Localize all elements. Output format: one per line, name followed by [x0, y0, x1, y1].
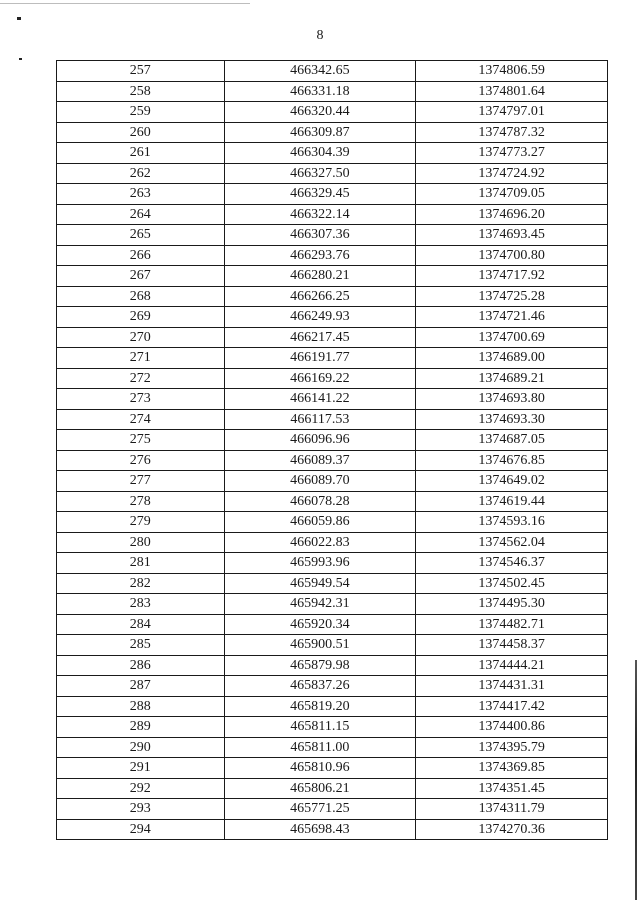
- y-coordinate-cell: 1374700.80: [416, 245, 608, 266]
- y-coordinate-cell: 1374351.45: [416, 778, 608, 799]
- x-coordinate-cell: 465811.15: [224, 717, 416, 738]
- point-number-cell: 279: [57, 512, 225, 533]
- table-row: [57, 676, 608, 697]
- point-number-cell: 282: [57, 573, 225, 594]
- table-row: [57, 389, 608, 410]
- point-number-cell: 261: [57, 143, 225, 164]
- point-number-cell: 294: [57, 819, 225, 840]
- scan-edge-shadow: [635, 660, 637, 900]
- x-coordinate-cell: 465771.25: [224, 799, 416, 820]
- point-number-cell: 271: [57, 348, 225, 369]
- table-row: [57, 573, 608, 594]
- point-number-cell: 263: [57, 184, 225, 205]
- point-number-cell: 257: [57, 61, 225, 82]
- x-coordinate-cell: 466169.22: [224, 368, 416, 389]
- point-number-cell: 268: [57, 286, 225, 307]
- table-row: [57, 409, 608, 430]
- table-row: [57, 307, 608, 328]
- point-number-cell: 284: [57, 614, 225, 635]
- y-coordinate-cell: 1374546.37: [416, 553, 608, 574]
- table-row: [57, 758, 608, 779]
- y-coordinate-cell: 1374395.79: [416, 737, 608, 758]
- y-coordinate-cell: 1374725.28: [416, 286, 608, 307]
- table-row: [57, 184, 608, 205]
- y-coordinate-cell: 1374693.80: [416, 389, 608, 410]
- table-row: [57, 532, 608, 553]
- x-coordinate-cell: 465993.96: [224, 553, 416, 574]
- x-coordinate-cell: 466293.76: [224, 245, 416, 266]
- point-number-cell: 288: [57, 696, 225, 717]
- y-coordinate-cell: 1374369.85: [416, 758, 608, 779]
- point-number-cell: 280: [57, 532, 225, 553]
- scan-speck: [17, 17, 21, 20]
- y-coordinate-cell: 1374806.59: [416, 61, 608, 82]
- point-number-cell: 272: [57, 368, 225, 389]
- table-row: [57, 102, 608, 123]
- point-number-cell: 269: [57, 307, 225, 328]
- point-number-cell: 289: [57, 717, 225, 738]
- y-coordinate-cell: 1374417.42: [416, 696, 608, 717]
- point-number-cell: 277: [57, 471, 225, 492]
- y-coordinate-cell: 1374649.02: [416, 471, 608, 492]
- table-row: [57, 737, 608, 758]
- y-coordinate-cell: 1374693.45: [416, 225, 608, 246]
- point-number-cell: 281: [57, 553, 225, 574]
- point-number-cell: 275: [57, 430, 225, 451]
- y-coordinate-cell: 1374689.00: [416, 348, 608, 369]
- table-row: [57, 696, 608, 717]
- y-coordinate-cell: 1374270.36: [416, 819, 608, 840]
- x-coordinate-cell: 466096.96: [224, 430, 416, 451]
- table-row: [57, 245, 608, 266]
- x-coordinate-cell: 466191.77: [224, 348, 416, 369]
- y-coordinate-cell: 1374431.31: [416, 676, 608, 697]
- table-row: [57, 225, 608, 246]
- table-row: [57, 122, 608, 143]
- point-number-cell: 285: [57, 635, 225, 656]
- y-coordinate-cell: 1374495.30: [416, 594, 608, 615]
- page-number: 8: [316, 28, 324, 43]
- x-coordinate-cell: 466089.37: [224, 450, 416, 471]
- point-number-cell: 276: [57, 450, 225, 471]
- x-coordinate-cell: 465920.34: [224, 614, 416, 635]
- scan-edge-line: [0, 3, 250, 4]
- y-coordinate-cell: 1374709.05: [416, 184, 608, 205]
- point-number-cell: 283: [57, 594, 225, 615]
- y-coordinate-cell: 1374502.45: [416, 573, 608, 594]
- point-number-cell: 265: [57, 225, 225, 246]
- point-number-cell: 260: [57, 122, 225, 143]
- y-coordinate-cell: 1374562.04: [416, 532, 608, 553]
- table-row: [57, 471, 608, 492]
- x-coordinate-cell: 465806.21: [224, 778, 416, 799]
- x-coordinate-cell: 466320.44: [224, 102, 416, 123]
- table-row: [57, 450, 608, 471]
- y-coordinate-cell: 1374797.01: [416, 102, 608, 123]
- table-row: [57, 81, 608, 102]
- y-coordinate-cell: 1374693.30: [416, 409, 608, 430]
- scan-speck: [19, 58, 22, 60]
- point-number-cell: 274: [57, 409, 225, 430]
- point-number-cell: 273: [57, 389, 225, 410]
- table-row: [57, 819, 608, 840]
- y-coordinate-cell: 1374724.92: [416, 163, 608, 184]
- x-coordinate-cell: 465900.51: [224, 635, 416, 656]
- table-row: [57, 266, 608, 287]
- point-number-cell: 287: [57, 676, 225, 697]
- y-coordinate-cell: 1374458.37: [416, 635, 608, 656]
- point-number-cell: 290: [57, 737, 225, 758]
- point-number-cell: 278: [57, 491, 225, 512]
- point-number-cell: 258: [57, 81, 225, 102]
- x-coordinate-cell: 465698.43: [224, 819, 416, 840]
- y-coordinate-cell: 1374687.05: [416, 430, 608, 451]
- table-row: [57, 635, 608, 656]
- coordinates-table: [56, 60, 608, 840]
- x-coordinate-cell: 465811.00: [224, 737, 416, 758]
- y-coordinate-cell: 1374787.32: [416, 122, 608, 143]
- y-coordinate-cell: 1374717.92: [416, 266, 608, 287]
- x-coordinate-cell: 466217.45: [224, 327, 416, 348]
- x-coordinate-cell: 466342.65: [224, 61, 416, 82]
- table-row: [57, 430, 608, 451]
- y-coordinate-cell: 1374619.44: [416, 491, 608, 512]
- x-coordinate-cell: 466078.28: [224, 491, 416, 512]
- table-row: [57, 553, 608, 574]
- point-number-cell: 267: [57, 266, 225, 287]
- table-row: [57, 594, 608, 615]
- y-coordinate-cell: 1374773.27: [416, 143, 608, 164]
- table-row: [57, 348, 608, 369]
- y-coordinate-cell: 1374676.85: [416, 450, 608, 471]
- y-coordinate-cell: 1374689.21: [416, 368, 608, 389]
- x-coordinate-cell: 466059.86: [224, 512, 416, 533]
- y-coordinate-cell: 1374444.21: [416, 655, 608, 676]
- table-row: [57, 655, 608, 676]
- x-coordinate-cell: 465810.96: [224, 758, 416, 779]
- table-row: [57, 799, 608, 820]
- table-row: [57, 368, 608, 389]
- y-coordinate-cell: 1374696.20: [416, 204, 608, 225]
- point-number-cell: 270: [57, 327, 225, 348]
- y-coordinate-cell: 1374593.16: [416, 512, 608, 533]
- point-number-cell: 286: [57, 655, 225, 676]
- table-row: [57, 491, 608, 512]
- x-coordinate-cell: 466331.18: [224, 81, 416, 102]
- y-coordinate-cell: 1374801.64: [416, 81, 608, 102]
- point-number-cell: 292: [57, 778, 225, 799]
- point-number-cell: 293: [57, 799, 225, 820]
- table-row: [57, 143, 608, 164]
- x-coordinate-cell: 465879.98: [224, 655, 416, 676]
- table-row: [57, 163, 608, 184]
- point-number-cell: 259: [57, 102, 225, 123]
- x-coordinate-cell: 466327.50: [224, 163, 416, 184]
- table-row: [57, 204, 608, 225]
- table-row: [57, 61, 608, 82]
- x-coordinate-cell: 465942.31: [224, 594, 416, 615]
- x-coordinate-cell: 466322.14: [224, 204, 416, 225]
- y-coordinate-cell: 1374700.69: [416, 327, 608, 348]
- point-number-cell: 291: [57, 758, 225, 779]
- y-coordinate-cell: 1374400.86: [416, 717, 608, 738]
- x-coordinate-cell: 465819.20: [224, 696, 416, 717]
- y-coordinate-cell: 1374482.71: [416, 614, 608, 635]
- x-coordinate-cell: 466280.21: [224, 266, 416, 287]
- table-row: [57, 717, 608, 738]
- y-coordinate-cell: 1374311.79: [416, 799, 608, 820]
- y-coordinate-cell: 1374721.46: [416, 307, 608, 328]
- x-coordinate-cell: 466117.53: [224, 409, 416, 430]
- x-coordinate-cell: 466307.36: [224, 225, 416, 246]
- point-number-cell: 262: [57, 163, 225, 184]
- table-row: [57, 614, 608, 635]
- x-coordinate-cell: 466022.83: [224, 532, 416, 553]
- x-coordinate-cell: 466266.25: [224, 286, 416, 307]
- table-row: [57, 512, 608, 533]
- x-coordinate-cell: 466309.87: [224, 122, 416, 143]
- x-coordinate-cell: 466089.70: [224, 471, 416, 492]
- x-coordinate-cell: 466329.45: [224, 184, 416, 205]
- point-number-cell: 264: [57, 204, 225, 225]
- x-coordinate-cell: 465837.26: [224, 676, 416, 697]
- table-row: [57, 778, 608, 799]
- table-row: [57, 327, 608, 348]
- coordinates-table-body: [57, 61, 608, 840]
- x-coordinate-cell: 466304.39: [224, 143, 416, 164]
- x-coordinate-cell: 466249.93: [224, 307, 416, 328]
- point-number-cell: 266: [57, 245, 225, 266]
- table-row: [57, 286, 608, 307]
- x-coordinate-cell: 465949.54: [224, 573, 416, 594]
- x-coordinate-cell: 466141.22: [224, 389, 416, 410]
